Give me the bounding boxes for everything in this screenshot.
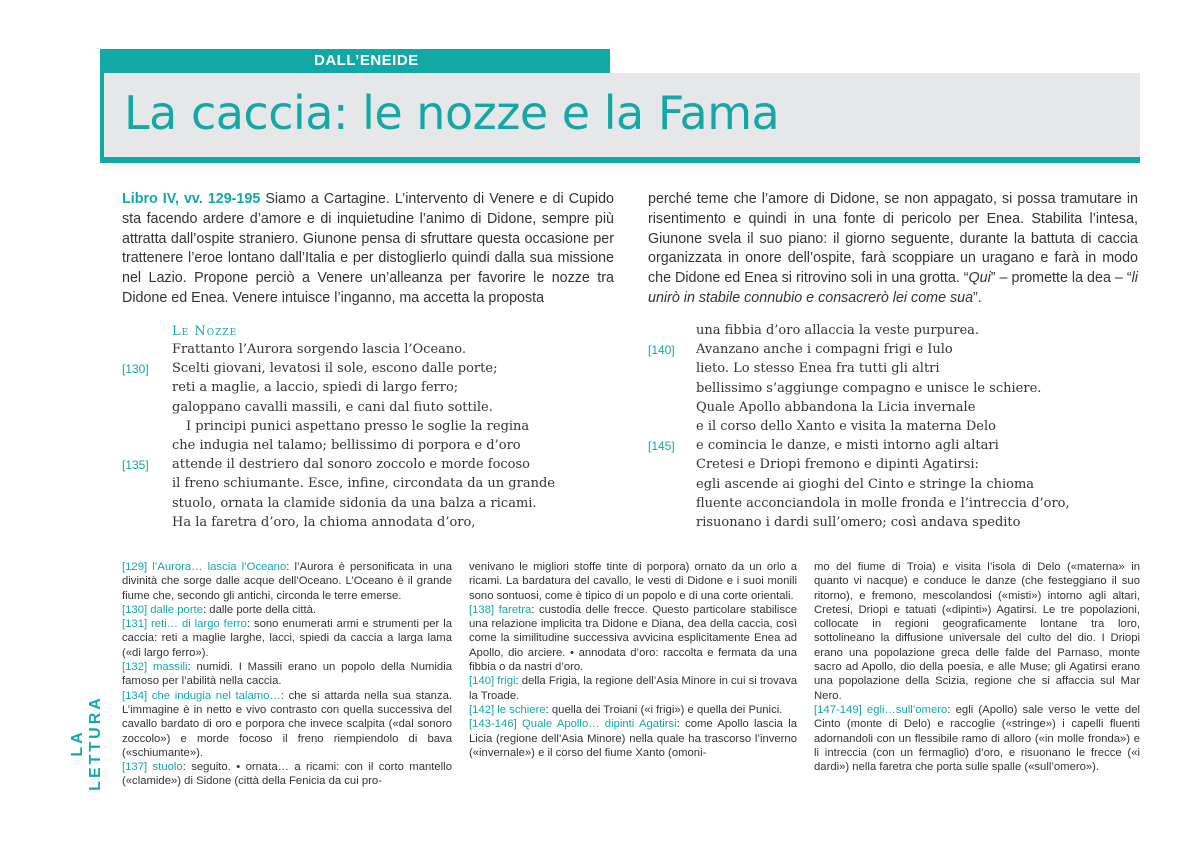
note-entry: [469, 718, 797, 759]
poem-line: Frattanto l’Aurora sorgendo lascia l’Oceano.: [172, 342, 466, 357]
poem-line: Avanzano anche i compagni frigi e Iulo: [696, 342, 953, 358]
poem-line: che indugia nel talamo; bellissimo di porpora e d’oro: [172, 438, 521, 453]
note-text: : numidi. I Massili erano un popolo della Numidia famoso per l’abilità nella caccia.: [122, 661, 452, 688]
poem-line: una fibbia d’oro allaccia la veste purpurea.: [696, 323, 980, 338]
poem-line: e comincia le danze, e misti intorno agli altari: [696, 438, 999, 454]
intro-right-mid: ” – promette la dea – “: [990, 270, 1132, 287]
note-entry: [122, 761, 452, 787]
poem-line: Ha la faretra d’oro, la chioma annodata d’oro,: [172, 514, 476, 530]
note-text: : della Frigia, la regione dell’Asia Minore in cui si trovava la Troade.: [469, 675, 797, 702]
note-entry: [814, 704, 1140, 773]
poem-line: e il corso dello Xanto e visita la materna Delo: [696, 419, 996, 434]
note-entry: [469, 704, 782, 716]
note-ref: [131] reti… di largo ferro: [122, 618, 247, 631]
section-tag: [100, 49, 610, 73]
poem-line: Scelti giovani, levatosi il sole, escono dalle porte;: [172, 361, 498, 377]
note-text: : come Apollo lascia la Licia (regione dell’Asia Minore) nella quale ha trascorso l’inverno («invernale») e il corso del fiume Xanto (omoni-: [469, 718, 797, 759]
poem-line: stuolo, ornata la clamide sidonia da una balza a ricami.: [172, 495, 537, 511]
poem-line: attende il destriero dal sonoro zoccolo e morde focoso: [172, 457, 531, 473]
note-entry: [469, 561, 797, 602]
poem-line: fluente acconciandola in molle fronda e l’intreccia d’oro,: [696, 495, 1070, 511]
note-ref: [137] stuolo: [122, 761, 183, 774]
title-underline: [100, 157, 1140, 163]
notes-column-2: [469, 560, 797, 760]
note-entry: [122, 604, 316, 616]
page-title: La caccia: le nozze e la Fama: [124, 86, 780, 140]
intro-right-end: ”.: [973, 289, 982, 306]
intro-right-column: [648, 190, 1138, 309]
intro-qui: Qui: [968, 270, 991, 287]
note-ref: [132] massili: [122, 661, 188, 674]
poem-line: Cretesi e Driopi fremono e dipinti Agatirsi:: [696, 457, 979, 473]
intro-left-column: [122, 190, 614, 309]
side-label: [69, 681, 104, 791]
note-ref: [143-146] Quale Apollo… dipinti Agatirsi: [469, 718, 677, 731]
note-entry: [469, 675, 797, 701]
notes-column-3: [814, 560, 1140, 774]
note-ref: [142] le schiere: [469, 703, 546, 716]
note-text: : seguito. • ornata… a ricami: con il corto mantello («clamide») di Sidone (città della Fenicia da cui pro-: [122, 761, 452, 788]
note-text: mo del fiume di Troia) e visita l’isola di Delo («materna» in quanto vi nacque) e conduce le danze (che festeggiano il suo ritorno), e fremono, mescolandosi («misti») intorno agli altari, Cretesi, Driopi e tatuati («dipinti») Agatirsi. Le tre popolazioni, collocate in regioni geograficamente lontane tra loro, sottolineano la diffusione universale del culto del dio. I Driopi erano una popolazione greca delle falde del Parnaso, monte sacro ad Apollo, dio della poesia, e alle Muse; gli Agatirsi erano una popolazione della Scizia, regione che si affaccia sul Mar Nero.: [814, 561, 1140, 702]
note-text: venivano le migliori stoffe tinte di porpora) ornato da un orlo a ricami. La bardatura del cavallo, le vesti di Didone e i suoi monili sono sontuosi, come è tipico di un popolo e di una corte orientali.: [469, 561, 797, 602]
note-text: : custodia delle frecce. Questo particolare stabilisce una relazione implicita tra Didone e Diana, dea della caccia, così come la similitudine successiva avvicina esplicitamente Enea ad Apollo, dio arciere. • annodata d’oro: raccolta e fermata da una fibbia o da nastri d’oro.: [469, 603, 797, 674]
poem-line: galoppano cavalli massili, e cani dal fiuto sottile.: [172, 399, 493, 415]
verse-number: [135]: [122, 458, 149, 473]
note-entry: [122, 561, 452, 602]
poem-line: I principi punici aspettano presso le soglie la regina: [186, 418, 530, 434]
note-text: : che si attarda nella sua stanza. L’immagine è in netto e vivo contrasto con quella successiva del cavallo bardato di oro e porpora che invece scalpita («dal sonoro zoccolo») e morde focoso il freno riempiendolo di bava («schiumante»).: [122, 689, 452, 759]
note-text: : egli (Apollo) sale verso le vette del Cinto (monte di Delo) e raccoglie («stringe») i capelli fluenti adornandoli con un flessibile ramo di alloro («in molle fronda») e li intreccia (con un fermaglio) d’oro, e risuonano le frecce («i dardi») nella faretra che porta sulle spalle («sull’omero»).: [814, 703, 1140, 774]
intro-reference: Libro IV, vv. 129-195: [122, 191, 261, 207]
note-entry: [469, 604, 797, 673]
side-label-text: LA LETTURA: [69, 695, 104, 791]
note-ref: [129] l’Aurora… lascia l’Oceano: [122, 561, 287, 573]
note-entry: [814, 561, 1140, 702]
note-text: : quella dei Troiani («i frigi») e quella dei Punici.: [545, 703, 783, 716]
note-ref: [147-149] egli…sull’omero: [814, 703, 948, 716]
notes-column-1: [122, 560, 452, 789]
intro-right-text: perché teme che l’amore di Didone, se non appagato, si possa tramutare in risentimento e quindi in una fonte di pericolo per Enea. Stabilita l’intesa, Giunone svela il suo piano: il giorno seguente, durante la battuta di caccia organizzata in onore dell’ospite, farà scoppiare un uragano e farà in modo che Didone ed Enea si ritrovino soli in una grotta. “: [648, 191, 1138, 287]
intro-quote: li unirò in stabile connubio e consacrerò lei come sua: [648, 270, 1138, 306]
poem-line: egli ascende ai gioghi del Cinto e stringe la chioma: [696, 476, 1035, 492]
section-tag-label: DALL’ENEIDE: [314, 52, 419, 69]
poem-line: lieto. Lo stesso Enea fra tutti gli altri: [696, 361, 940, 377]
note-text: : l’Aurora è personificata in una divinità che sorge dalle acque dell’Oceano. L’Oceano è il grande fiume che, secondo gli antichi, circonda le terre emerse.: [122, 561, 452, 602]
note-text: : sono enumerati armi e strumenti per la caccia: reti a maglie larghe, lacci, spiedi da caccia a larga lama («di largo ferro»).: [122, 618, 453, 659]
verse-number: [140]: [648, 343, 675, 358]
poem-line: risuonano i dardi sull’omero; così andava spedito: [696, 515, 1021, 530]
verse-number: [145]: [648, 439, 675, 454]
poem-line: reti a maglie, a laccio, spiedi di largo ferro;: [172, 380, 459, 396]
intro-left-text: Siamo a Cartagine. L’intervento di Venere e di Cupido sta facendo ardere d’amore e di inquietudine l’animo di Didone, sempre più attratta dall’ospite straniero. Giunone pensa di sfruttare questa occasione per trattenere l’eroe lontano dall’Italia e per distoglierlo quindi dalla sua missione nel Lazio. Propone perciò a Venere un’alleanza per favorire le nozze tra Didone ed Enea. Venere intuisce l’inganno, ma accetta la proposta: [122, 191, 614, 306]
note-ref: [138] faretra: [469, 603, 532, 616]
note-entry: [122, 661, 452, 687]
note-entry: [122, 618, 452, 659]
note-entry: [122, 690, 452, 759]
note-ref: [130] dalle porte: [122, 603, 204, 616]
verse-number: [130]: [122, 362, 149, 377]
note-text: : dalle porte della città.: [203, 603, 317, 616]
poem-heading: Le Nozze: [172, 324, 238, 339]
note-ref: [134] che indugia nel talamo…: [122, 689, 281, 702]
poem-line: il freno schiumante. Esce, infine, circondata da un grande: [172, 476, 555, 492]
poem-line: bellissimo s’aggiunge compagno e unisce le schiere.: [696, 380, 1042, 396]
note-ref: [140] frigi: [469, 675, 516, 688]
poem-line: Quale Apollo abbandona la Licia invernale: [696, 399, 976, 415]
